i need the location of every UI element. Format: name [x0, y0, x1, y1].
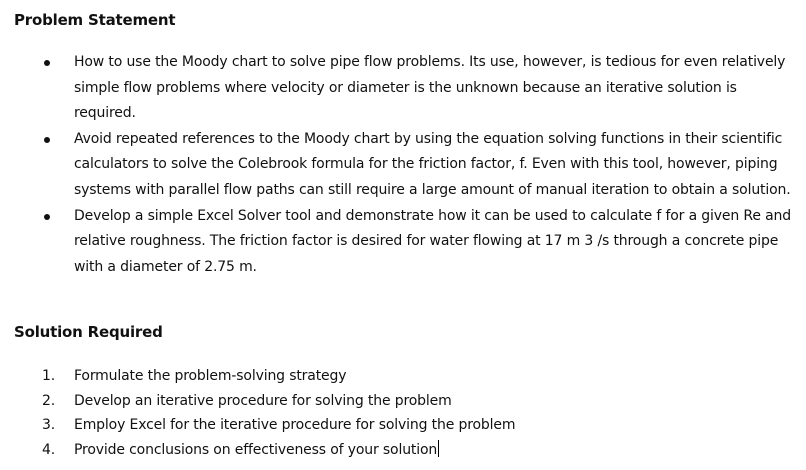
list-item-text: Employ Excel for the iterative procedure for solving the problem [74, 417, 516, 433]
list-item [0, 204, 806, 281]
problem-statement-heading: Problem Statement [14, 11, 176, 29]
solution-required-list [0, 364, 806, 462]
list-item [0, 438, 806, 463]
list-item [0, 389, 806, 414]
text-cursor [438, 440, 439, 457]
list-number: 3. [42, 417, 56, 433]
bullet-icon [44, 137, 50, 143]
list-item-text: Provide conclusions on effectiveness of your solution [74, 441, 438, 458]
problem-statement-list [0, 50, 806, 280]
list-item-text: Develop an iterative procedure for solving the problem [74, 392, 452, 409]
list-number: 4. [42, 441, 56, 458]
bullet-text: Develop a simple Excel Solver tool and demonstrate how it can be used to calculate f for a given Re and relative roughness. The friction factor is desired for water flowing at 17 m 3 /s through a concrete pipe with a diameter of 2.75 m. [74, 207, 792, 275]
solution-required-heading: Solution Required [14, 323, 163, 341]
bullet-icon [44, 60, 50, 66]
list-item [0, 50, 806, 127]
bullet-icon [44, 214, 50, 220]
bullet-text: How to use the Moody chart to solve pipe flow problems. Its use, however, is tedious for even relatively simple flow problems where velocity or diameter is the unknown because an iterative solution is required. [74, 54, 786, 122]
list-number: 1. [42, 368, 56, 384]
list-item-text: Formulate the problem-solving strategy [74, 368, 347, 384]
bullet-text: Avoid repeated references to the Moody chart by using the equation solving functions in their scientific calculators to solve the Colebrook formula for the friction factor, f. Even with this tool, however, piping systems with parallel flow paths can still require a large amount of manual iteration to obtain a solution. [74, 130, 791, 198]
list-item [0, 413, 806, 438]
list-item [0, 364, 806, 389]
list-number: 2. [42, 392, 56, 409]
list-item [0, 127, 806, 204]
